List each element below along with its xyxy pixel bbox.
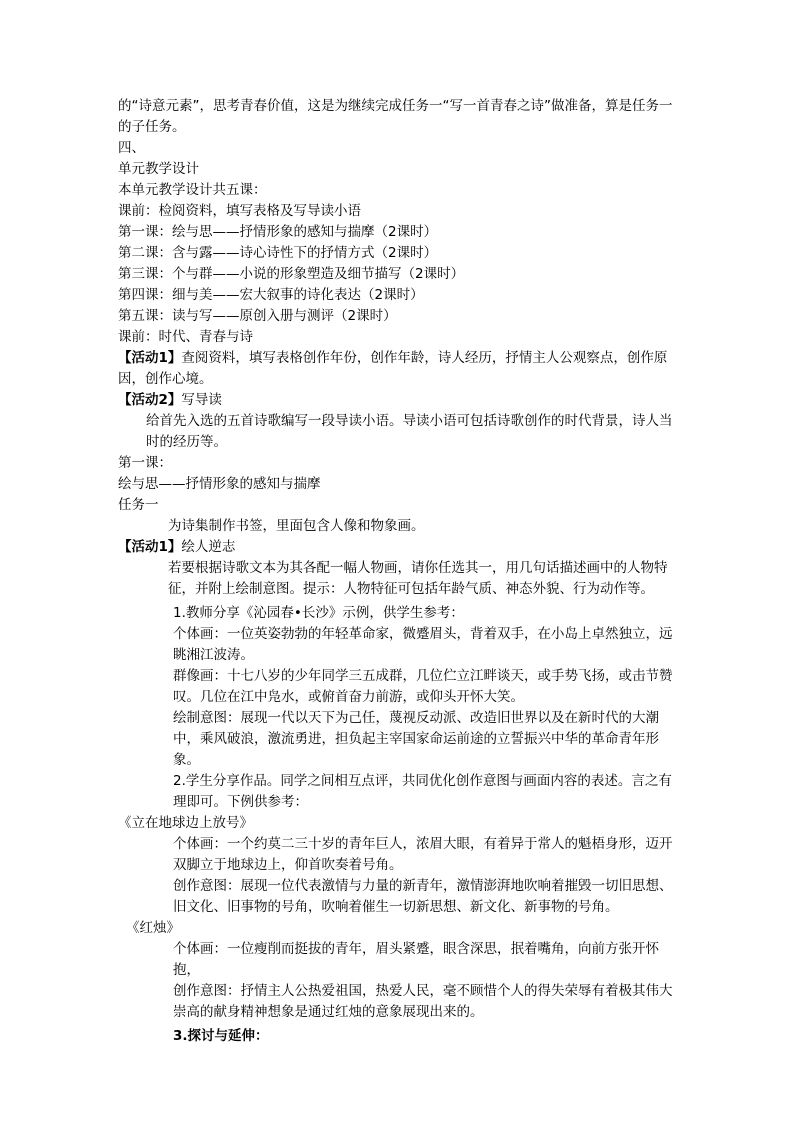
lessons-intro: 本单元教学设计共五课：: [118, 182, 267, 198]
item-1: 1.教师分享《沁园春•长沙》示例，供学生参考：: [173, 605, 464, 621]
section-title: 单元教学设计: [118, 161, 199, 177]
lesson-item: 第二课：含与露——诗心诗性下的抒情方式（2课时）: [118, 245, 438, 261]
activity-label: 【活动1】: [118, 350, 182, 366]
task-1-description: 为诗集制作书签，里面包含人像和物象画。: [168, 518, 425, 534]
pre-lesson-title: 课前：时代、青春与诗: [118, 329, 253, 345]
activity-text: 绘人逆志: [181, 539, 236, 555]
activity-2-heading: [118, 390, 678, 411]
poem-title: 《立在地球边上放号》: [118, 815, 253, 831]
activity-2-description: 给首先入选的五首诗歌编写一段导读小语。导读小语可包括诗歌创作的时代背景，诗人当时的经历等。: [146, 413, 673, 450]
drawing-intent-1: 绘制意图：展现一代以天下为己任，蔑视反动派、改造旧世界以及在新时代的大潮中，乘风破浪，激流勇进，担负起主宰国家命运前途的立誓振兴中华的革命青年形象。: [173, 710, 659, 768]
activity-1-paragraph: [118, 348, 678, 390]
creation-intent-3: 创作意图：抒情主人公热爱祖国，热爱人民，毫不顾惜个人的得失荣辱有着极其伟大崇高的献身精神想象是通过红烛的意象展现出来的。: [173, 983, 673, 1020]
intro-paragraph: 的“诗意元素”，思考青春价值，这是为继续完成任务一“写一首青春之诗”做准备，算是任务一的子任务。: [118, 98, 673, 135]
lesson-item: 第四课：细与美——宏大叙事的诗化表达（2课时）: [118, 287, 424, 303]
item-2: 2.学生分享作品。同学之间相互点评，共同优化创作意图与画面内容的表述。言之有理即可。下例供参考：: [173, 773, 672, 810]
creation-intent-2: 创作意图：展现一位代表激情与力量的新青年，激情澎湃地吹响着摧毁一切旧思想、旧文化、旧事物的号角，吹响着催生一切新思想、新文化、新事物的号角。: [173, 878, 673, 915]
lesson-item: 第一课：绘与思——抒情形象的感知与揣摩（2课时）: [118, 224, 438, 240]
activity-text: 写导读: [181, 392, 222, 408]
individual-portrait-1: 个体画：一位英姿勃勃的年轻革命家，微蹙眉头，背着双手，在小岛上卓然独立，远眺湘江波涛。: [173, 626, 673, 663]
activity-a-description: 若要根据诗歌文本为其各配一幅人物画，请你任选其一，用几句话描述画中的人物特征，并附上绘制意图。提示：人物特征可包括年龄气质、神态外貌、行为动作等。: [168, 560, 668, 597]
section-number: 四、: [118, 140, 145, 156]
activity-label: 【活动2】: [118, 392, 182, 408]
lesson-item: 第五课：读与写——原创入册与测评（2课时）: [118, 308, 397, 324]
group-portrait-1: 群像画：十七八岁的少年同学三五成群，几位伫立江畔谈天，或手势飞扬，或击节赞叹。几位在江中凫水，或俯首奋力前游，或仰头开怀大笑。: [173, 668, 673, 705]
activity-label: 【活动1】: [118, 539, 182, 555]
individual-portrait-2: 个体画：一个约莫二三十岁的青年巨人，浓眉大眼，有着异于常人的魁梧身形，迈开双脚立于地球边上，仰首吹奏着号角。: [173, 836, 673, 873]
activity-a-heading: [118, 537, 678, 558]
document-body: [118, 96, 678, 1047]
poem-title: 《红烛》: [126, 920, 180, 936]
task-1-heading: 任务一: [118, 497, 159, 513]
lesson-item: 课前：检阅资料，填写表格及写导读小语: [118, 203, 361, 219]
lesson-1-heading: 第一课：: [118, 455, 172, 471]
lesson-item: 第三课：个与群——小说的形象塑造及细节描写（2课时）: [118, 266, 465, 282]
lesson-1-title: 绘与思——抒情形象的感知与揣摩: [118, 476, 321, 492]
activity-text: 查阅资料，填写表格创作年份，创作年龄，诗人经历，抒情主人公观察点，创作原因，创作心境。: [118, 350, 668, 387]
item-3: 3.探讨与延伸：: [173, 1028, 269, 1044]
individual-portrait-3: 个体画：一位瘦削而挺拔的青年，眉头紧蹙，眼含深思，抿着嘴角，向前方张开怀抱，: [173, 941, 659, 978]
